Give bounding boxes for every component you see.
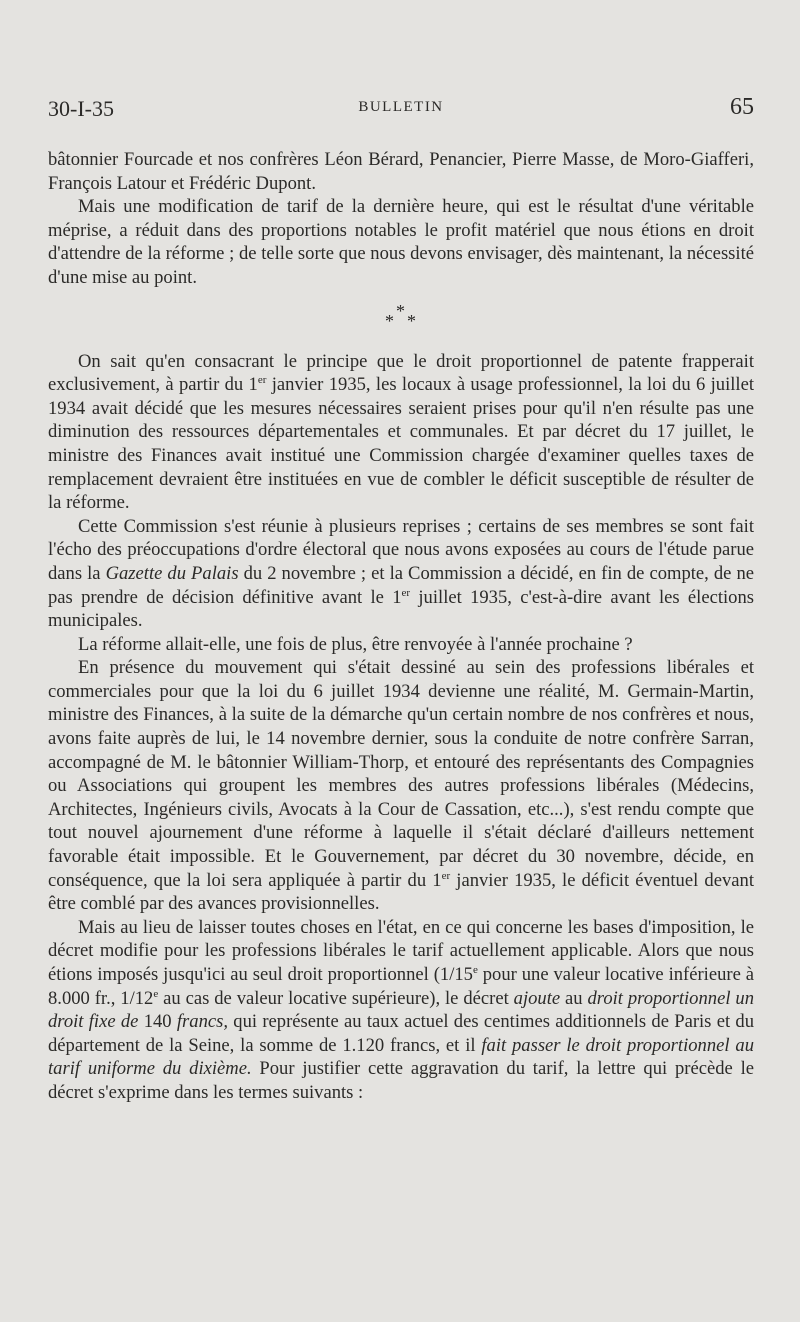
separator-star: * bbox=[385, 310, 394, 331]
article-body bbox=[48, 148, 754, 1105]
paragraph-3: On sait qu'en consacrant le principe que le droit proportionnel de patente frapperait exclusivement, à partir du 1er janvier 1935, les locaux à usage professionnel, la loi du 6 juillet 1934 avait décidé que les mesures nécessaires seraient prises pour qu'il n'en résulte pas une diminution des ressources départementales et communales. Et par décret du 17 juillet, le ministre des Finances avait institué une Commission chargée d'examiner quelles taxes de remplacement devraient être instituées en vue de combler le déficit susceptible de résulter de la réforme. bbox=[48, 350, 754, 514]
separator-star: * bbox=[407, 310, 416, 331]
page-number: 65 bbox=[730, 94, 754, 120]
paragraph-2: Mais une modification de tarif de la dernière heure, qui est le résultat d'une véritable méprise, a réduit dans des proportions notables le profit matériel que nous étions en droit d'attendre de la réforme ; de telle sorte que nous devons envisager, dès maintenant, la nécessité d'une mise au point. bbox=[48, 196, 754, 288]
page-header bbox=[48, 92, 754, 124]
section-separator bbox=[48, 300, 754, 344]
paragraph-1: bâtonnier Fourcade et nos confrères Léon Bérard, Penancier, Pierre Masse, de Moro-Giafferi, François Latour et Frédéric Dupont. bbox=[48, 149, 754, 194]
header-date: 30-I-35 bbox=[48, 96, 114, 121]
paragraph-4: Cette Commission s'est réunie à plusieurs reprises ; certains de ses membres se sont fait l'écho des préoccupations d'ordre électoral que nous avons exposées au cours de l'étude parue dans la Gazette du Palais du 2 novembre ; et la Commission a décidé, en fin de compte, de ne pas prendre de décision définitive avant le 1er juillet 1935, c'est-à-dire avant les élections municipales. bbox=[48, 515, 754, 632]
separator-star: * bbox=[396, 300, 405, 321]
paragraph-7: Mais au lieu de laisser toutes choses en l'état, en ce qui concerne les bases d'imposition, le décret modifie pour les professions libérales le tarif actuellement applicable. Alors que nous étions imposés jusqu'ici au seul droit proportionnel (1/15e pour une valeur locative inférieure à 8.000 fr., 1/12e au cas de valeur locative supérieure), le décret ajoute au droit proportionnel un droit fixe de 140 francs, qui représente au taux actuel des centimes additionnels de Paris et du département de la Seine, la somme de 1.120 francs, et il fait passer le droit proportionnel au tarif uniforme du dixième. Pour justifier cette aggravation du tarif, la lettre qui précède le décret s'exprime dans les termes suivants : bbox=[48, 916, 754, 1103]
newspaper-title: Gazette du Palais bbox=[105, 562, 239, 584]
paragraph-6: En présence du mouvement qui s'était dessiné au sein des professions libérales et commerciales pour que la loi du 6 juillet 1934 devienne une réalité, M. Germain-Martin, ministre des Finances, à la suite de la démarche qu'un certain nombre de nos confrères et nous, avons faite auprès de lui, le 14 novembre dernier, sous la conduite de notre confrère Sarran, accompagné de M. le bâtonnier William-Thorp, et entouré des représentants des Compagnies ou Associations qui groupent les membres des autres professions libérales (Médecins, Architectes, Ingénieurs civils, Avocats à la Cour de Cassation, etc...), s'est rendu compte que tout nouvel ajournement d'une réforme à laquelle il s'était déclaré d'ailleurs nettement favorable était impossible. Et le Gouvernement, par décret du 30 novembre, décide, en conséquence, que la loi sera appliquée à partir du 1er janvier 1935, le déficit éventuel devant être comblé par des avances provisionnelles. bbox=[48, 657, 754, 915]
paragraph-5: La réforme allait-elle, une fois de plus, être renvoyée à l'année prochaine ? bbox=[78, 633, 633, 655]
header-title: BULLETIN bbox=[358, 99, 444, 115]
